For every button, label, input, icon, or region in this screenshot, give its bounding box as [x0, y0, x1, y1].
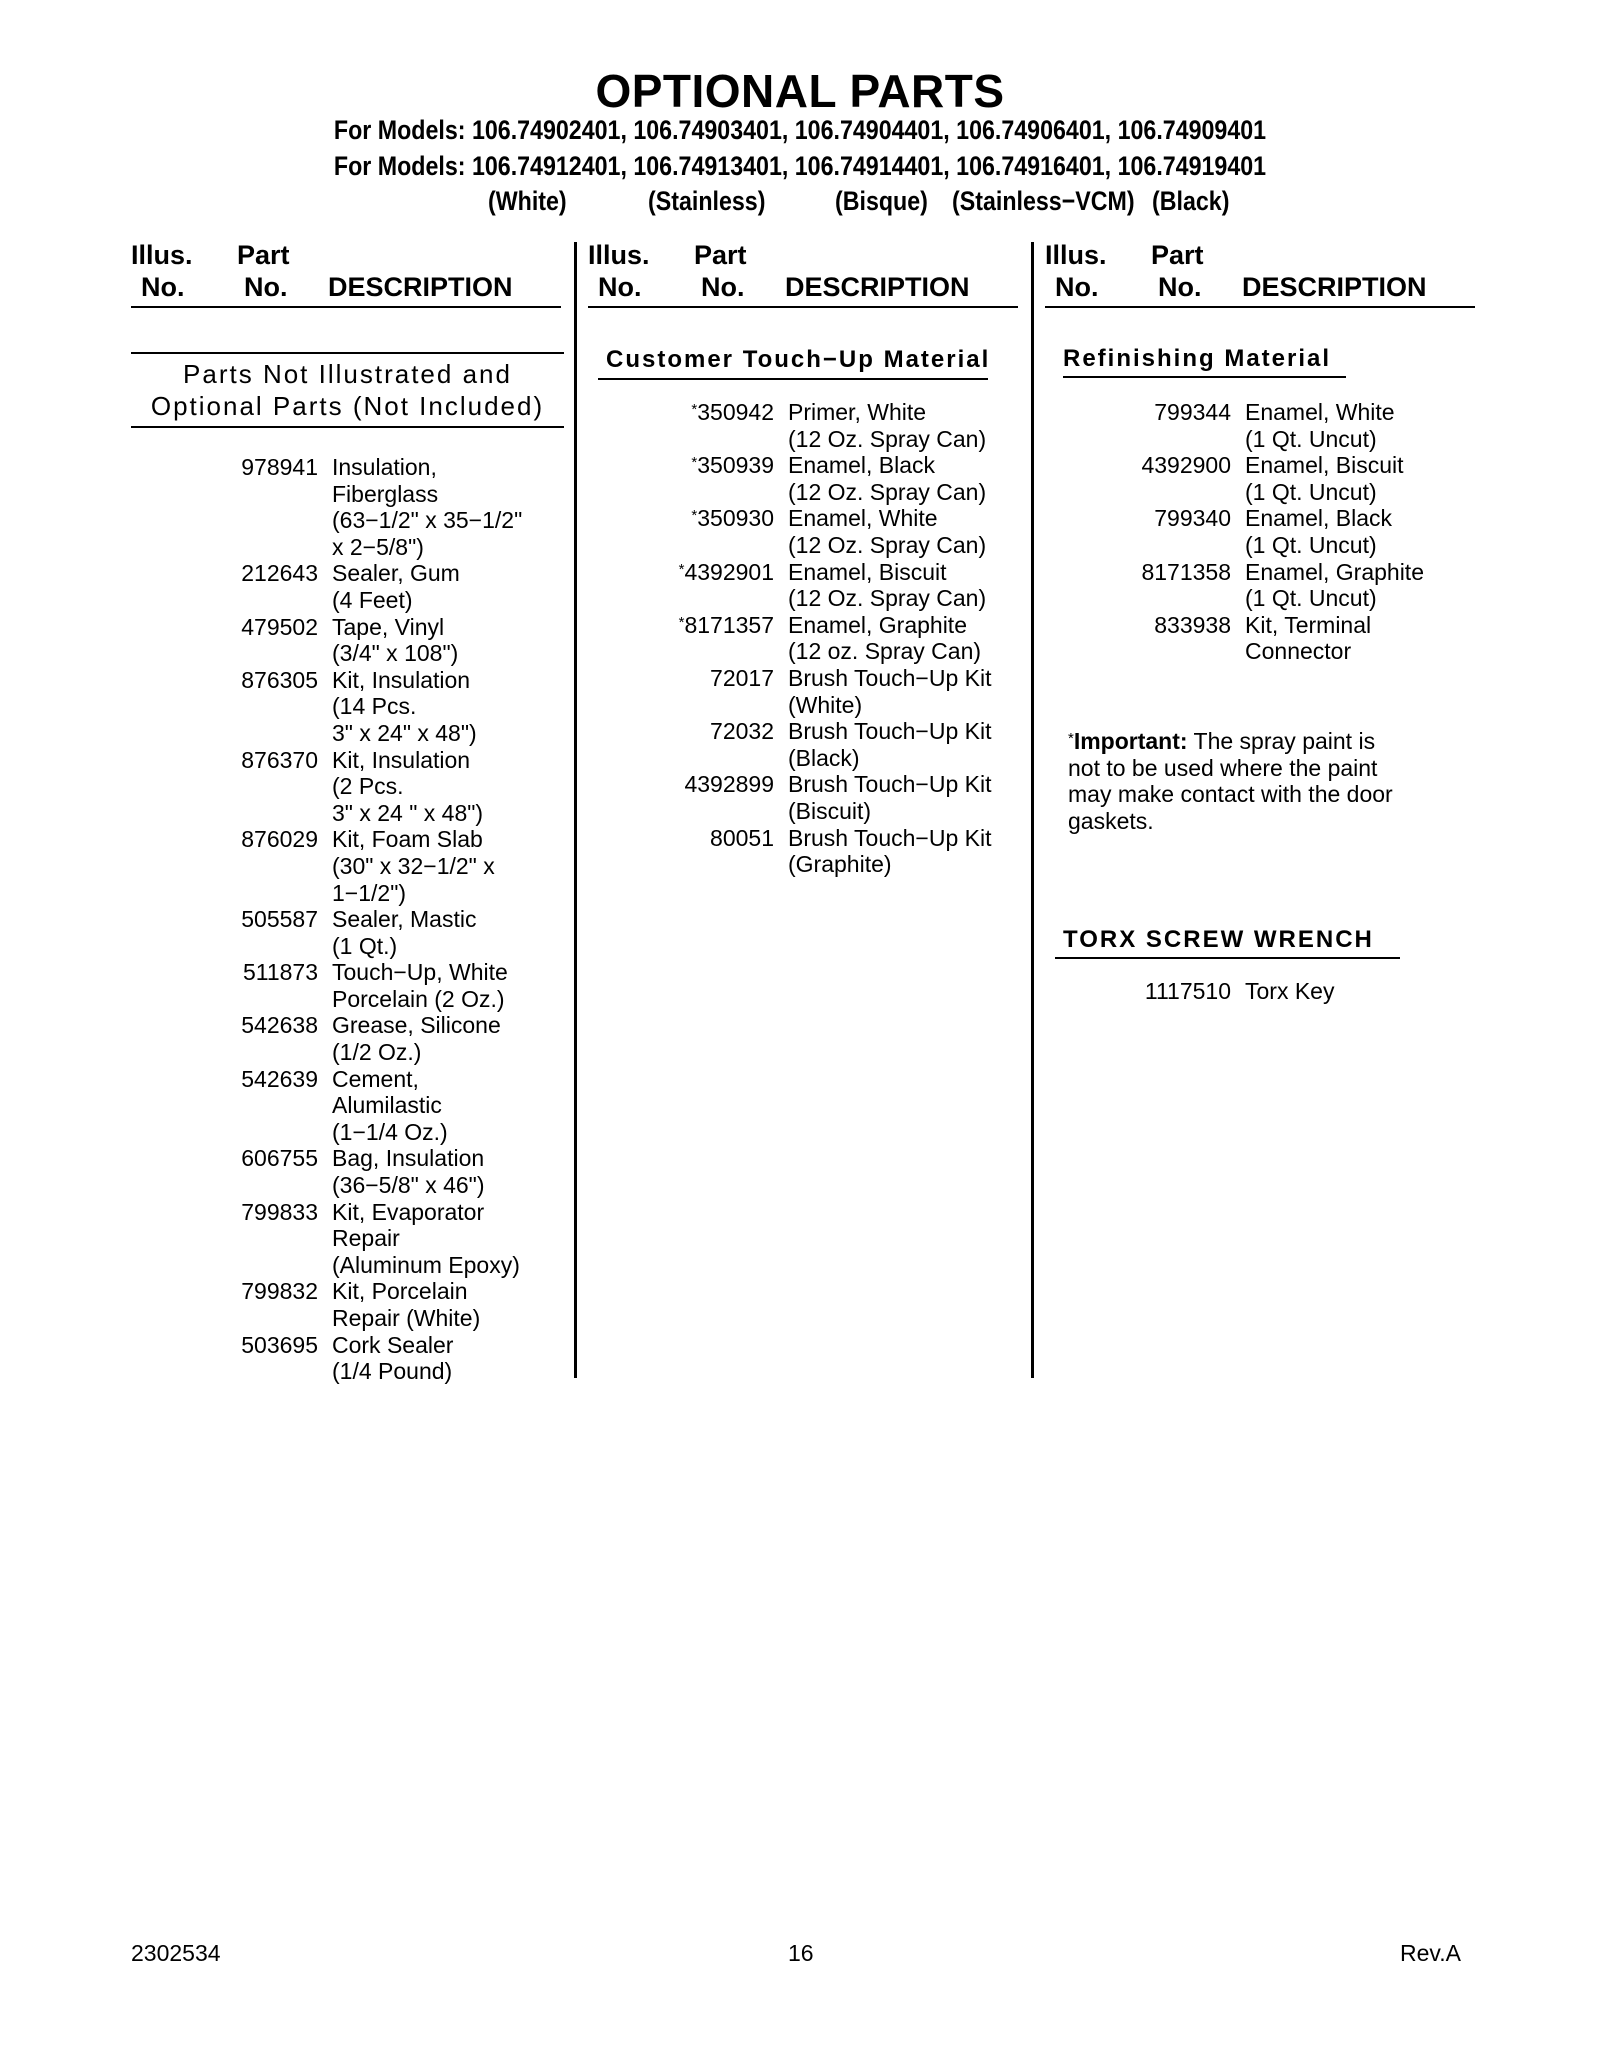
part-description: Kit, Insulation (14 Pcs. 3" x 24" x 48") — [332, 666, 477, 746]
part-description: Kit, Insulation (2 Pcs. 3" x 24 " x 48") — [332, 746, 484, 826]
part-number-text: 876305 — [241, 666, 318, 693]
column-divider-2 — [1031, 242, 1034, 1378]
list-item — [710, 824, 1028, 878]
header-part-no: No. — [244, 272, 288, 302]
note-label: Important: — [1073, 728, 1188, 754]
part-number — [1154, 612, 1231, 639]
part-number-text: 542638 — [241, 1012, 318, 1039]
header-illus-no: No. — [1055, 272, 1099, 302]
part-number — [691, 452, 774, 479]
part-number — [710, 665, 774, 692]
parts-list-torx — [1144, 978, 1485, 1005]
part-number — [243, 959, 318, 986]
part-description: Tape, Vinyl (3/4" x 108") — [332, 613, 459, 667]
list-item — [1154, 505, 1485, 558]
header-illus-no: No. — [598, 272, 642, 302]
header-part: Part — [1151, 240, 1204, 270]
part-description: Kit, Foam Slab (30" x 32−1/2" x 1−1/2") — [332, 826, 495, 906]
list-item — [241, 613, 572, 667]
header-description: DESCRIPTION — [328, 272, 513, 302]
part-number-text: 80051 — [710, 824, 774, 851]
list-item — [242, 959, 572, 1012]
part-number-text: 4392899 — [684, 771, 774, 798]
color-white: (White) — [488, 186, 567, 216]
page-title: OPTIONAL PARTS — [595, 65, 1005, 117]
column-divider-1 — [574, 242, 577, 1378]
color-stainless-vcm: (Stainless−VCM) — [952, 186, 1135, 216]
list-item — [241, 1198, 572, 1279]
part-description: Enamel, White (1 Qt. Uncut) — [1245, 399, 1395, 452]
part-number-text: 978941 — [241, 454, 318, 480]
part-number — [241, 454, 318, 481]
part-number-text: 799344 — [1154, 399, 1231, 425]
part-number-text: 606755 — [241, 1145, 318, 1172]
header-illus: Illus. — [588, 240, 650, 270]
part-number-text: 833938 — [1154, 611, 1231, 638]
part-number-text: 72032 — [710, 718, 774, 745]
part-description: Kit, Porcelain Repair (White) — [332, 1278, 481, 1331]
list-item — [241, 1145, 572, 1199]
parts-list-refinishing — [1141, 399, 1485, 665]
parts-list-touch-up — [678, 399, 1028, 878]
part-number — [710, 825, 774, 852]
color-bisque: (Bisque) — [835, 186, 928, 216]
part-description: Sealer, Gum (4 Feet) — [332, 560, 460, 613]
header-part: Part — [237, 240, 290, 270]
part-number — [241, 614, 318, 641]
part-number-text: 503695 — [241, 1331, 318, 1358]
list-item — [710, 664, 1028, 718]
part-number — [241, 906, 318, 933]
list-item — [241, 454, 572, 560]
part-number-text: 1117510 — [1144, 978, 1231, 1004]
list-item — [241, 906, 572, 959]
list-item — [1154, 611, 1485, 665]
important-note — [1068, 728, 1468, 834]
header-part-no: No. — [701, 272, 745, 302]
section-title-line-2: Optional Parts (Not Included) — [150, 391, 545, 421]
part-description: Bag, Insulation (36−5/8" x 46") — [332, 1145, 485, 1199]
part-number — [710, 718, 774, 745]
list-item — [678, 558, 1028, 612]
part-description: Torx Key — [1245, 978, 1335, 1004]
list-item — [241, 826, 572, 906]
asterisk-mark: * — [691, 454, 698, 472]
section-underline — [598, 378, 988, 380]
list-item — [691, 505, 1028, 558]
part-number — [241, 1332, 318, 1359]
part-number-text: 876370 — [241, 746, 318, 773]
part-description: Grease, Silicone (1/2 Oz.) — [332, 1012, 501, 1066]
part-description: Brush Touch−Up Kit (White) — [788, 664, 992, 718]
header-part-no: No. — [1158, 272, 1202, 302]
part-description: Enamel, Black (12 Oz. Spray Can) — [788, 452, 987, 505]
part-description: Brush Touch−Up Kit (Biscuit) — [788, 771, 992, 824]
note-asterisk: * — [1068, 730, 1074, 747]
asterisk-mark: * — [678, 560, 685, 578]
part-number — [691, 505, 774, 532]
part-number-text: 511873 — [242, 959, 318, 986]
list-item — [691, 452, 1028, 505]
list-item — [241, 666, 572, 747]
header-part: Part — [694, 240, 747, 270]
part-description: Insulation, Fiberglass (63−1/2" x 35−1/2" x 2−5/8") — [332, 454, 523, 560]
part-number — [684, 771, 774, 798]
part-description: Touch−Up, White Porcelain (2 Oz.) — [332, 959, 508, 1012]
part-number-text: 4392901 — [684, 558, 774, 585]
header-illus-no: No. — [141, 272, 185, 302]
section-refinishing: Refinishing Material — [1063, 345, 1332, 372]
part-description: Sealer, Mastic (1 Qt.) — [332, 906, 477, 959]
footer-doc-number: 2302534 — [131, 1940, 221, 1966]
list-item — [684, 771, 1028, 824]
part-description: Primer, White (12 Oz. Spray Can) — [788, 399, 987, 452]
part-number-text: 350939 — [697, 452, 774, 479]
part-number — [1145, 978, 1231, 1005]
part-number-text: 799340 — [1154, 505, 1231, 532]
part-number-text: 4392900 — [1141, 452, 1231, 479]
header-illus: Illus. — [131, 240, 193, 270]
part-number-text: 505587 — [241, 906, 318, 933]
list-item — [241, 1012, 572, 1066]
asterisk-mark: * — [691, 507, 698, 525]
asterisk-mark: * — [678, 613, 685, 631]
part-number-text: 479502 — [241, 613, 318, 640]
part-description: Brush Touch−Up Kit (Black) — [788, 718, 992, 771]
part-description: Enamel, Graphite (1 Qt. Uncut) — [1245, 558, 1424, 612]
part-number — [241, 1278, 318, 1305]
section-underline — [1063, 376, 1346, 378]
list-item — [1144, 978, 1485, 1005]
list-item — [241, 1065, 572, 1146]
part-description: Enamel, Graphite (12 oz. Spray Can) — [788, 611, 982, 665]
list-item — [1141, 558, 1485, 612]
section-parts-not-illustrated — [131, 352, 564, 428]
asterisk-mark: * — [691, 401, 698, 418]
part-number — [241, 1066, 318, 1093]
section-title-line-1: Parts Not Illustrated and — [183, 359, 512, 389]
list-item — [691, 399, 1028, 452]
part-number — [679, 559, 774, 586]
part-number-text: 350930 — [697, 505, 774, 532]
list-item — [241, 746, 572, 827]
section-torx-wrench: TORX SCREW WRENCH — [1063, 926, 1374, 953]
part-number — [241, 826, 318, 853]
header-description: DESCRIPTION — [785, 272, 970, 302]
part-number — [1154, 399, 1231, 426]
list-item — [710, 718, 1028, 771]
column-header-2 — [588, 236, 1018, 308]
part-number — [1141, 452, 1231, 479]
footer-revision: Rev.A — [1400, 1940, 1461, 1966]
list-item — [241, 560, 572, 613]
color-stainless: (Stainless) — [648, 186, 766, 216]
column-header-1 — [131, 236, 561, 308]
parts-list-not-illustrated — [241, 454, 572, 1385]
part-number — [241, 1012, 318, 1039]
header-illus: Illus. — [1045, 240, 1107, 270]
part-number-text: 876029 — [241, 826, 318, 853]
part-number — [241, 560, 318, 587]
part-description: Cork Sealer (1/4 Pound) — [332, 1331, 454, 1385]
part-description: Enamel, Biscuit (1 Qt. Uncut) — [1245, 452, 1404, 505]
list-item — [1154, 399, 1485, 452]
part-number — [679, 612, 774, 639]
note-text: The spray paint is not to be used where the paint may make contact with the door gaskets. — [1068, 728, 1393, 834]
header-description: DESCRIPTION — [1242, 272, 1427, 302]
list-item — [678, 611, 1028, 665]
part-description: Enamel, Black (1 Qt. Uncut) — [1245, 505, 1393, 558]
part-number — [1154, 505, 1231, 532]
section-customer-touch-up: Customer Touch−Up Material — [606, 346, 991, 373]
part-description: Kit, Evaporator Repair (Aluminum Epoxy) — [332, 1198, 520, 1278]
part-number — [241, 747, 318, 774]
list-item — [1141, 452, 1485, 505]
part-description: Enamel, White (12 Oz. Spray Can) — [788, 505, 987, 558]
color-black: (Black) — [1152, 186, 1230, 216]
models-line-1: For Models: 106.74902401, 106.74903401, 106.74904401, 106.74906401, 106.74909401 — [333, 115, 1267, 145]
part-number-text: 212643 — [241, 560, 318, 587]
column-header-3 — [1045, 236, 1475, 308]
part-description: Enamel, Biscuit (12 Oz. Spray Can) — [788, 558, 987, 612]
list-item — [241, 1331, 572, 1385]
models-line-2: For Models: 106.74912401, 106.74913401, 106.74914401, 106.74916401, 106.74919401 — [333, 151, 1267, 181]
part-number — [691, 399, 774, 426]
part-description: Kit, Terminal Connector — [1245, 611, 1372, 665]
footer-page-number: 16 — [788, 1940, 814, 1966]
part-number-text: 799832 — [241, 1278, 318, 1305]
section-underline — [1055, 957, 1400, 959]
part-number-text: 8171358 — [1141, 558, 1231, 585]
part-description: Brush Touch−Up Kit (Graphite) — [788, 824, 992, 878]
part-number — [241, 1199, 318, 1226]
part-number-text: 799833 — [241, 1198, 318, 1225]
part-number-text: 350942 — [697, 399, 774, 425]
part-number-text: 542639 — [241, 1065, 318, 1092]
part-number — [241, 667, 318, 694]
part-number — [241, 1145, 318, 1172]
part-description: Cement, Alumilastic (1−1/4 Oz.) — [332, 1065, 448, 1145]
part-number-text: 8171357 — [684, 611, 774, 638]
list-item — [241, 1278, 572, 1331]
part-number-text: 72017 — [710, 664, 774, 691]
part-number — [1141, 559, 1231, 586]
